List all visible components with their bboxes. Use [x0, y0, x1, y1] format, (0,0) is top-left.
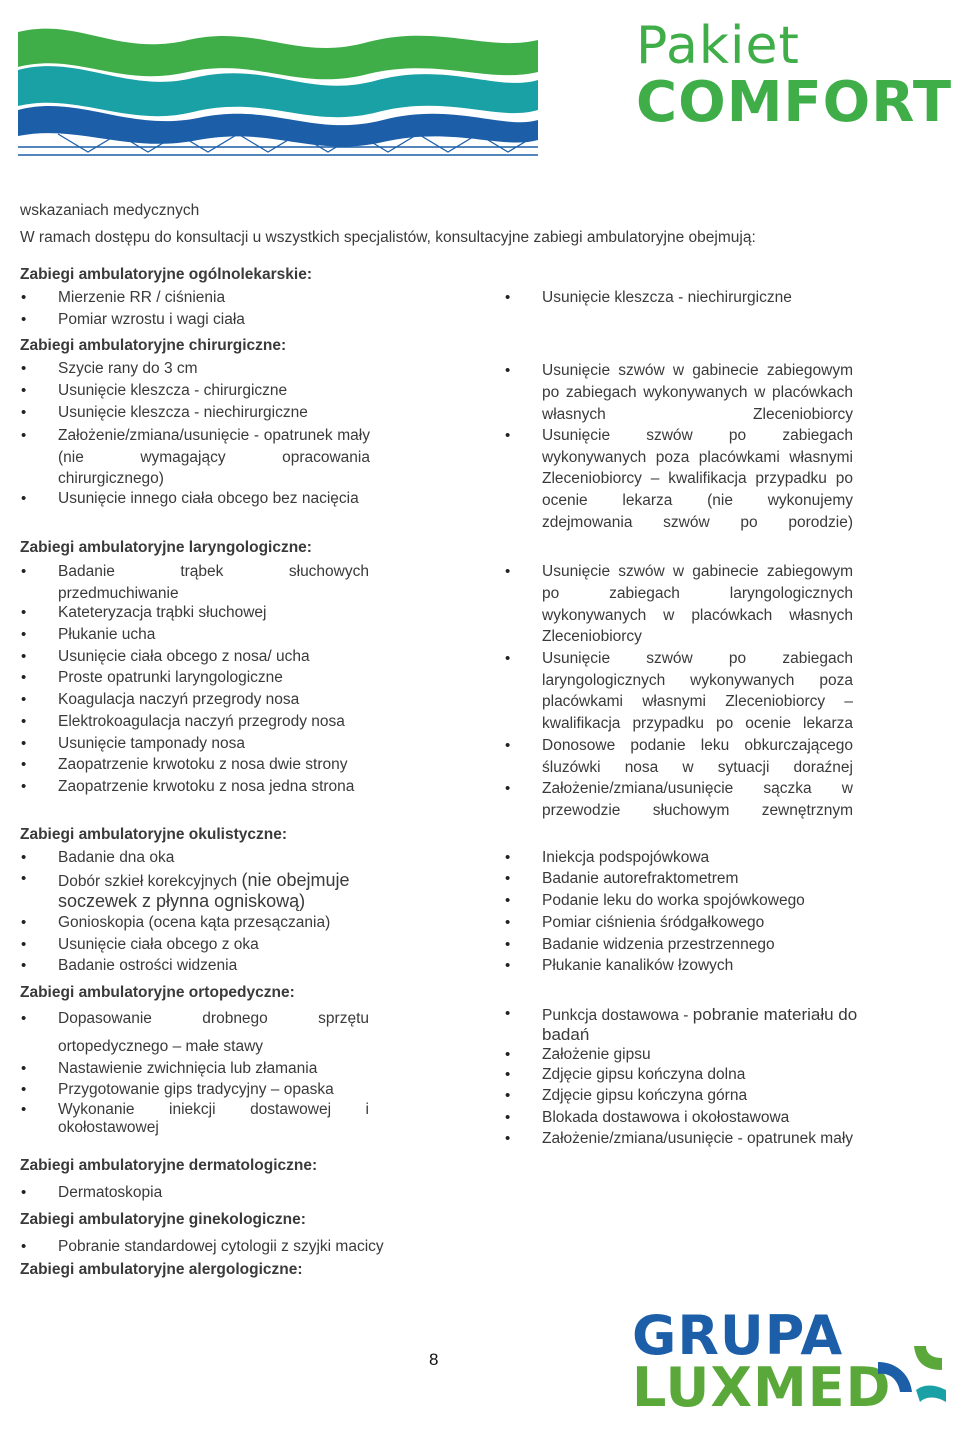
list-item: • Usunięcie ciała obcego z oka: [58, 936, 378, 954]
list-item: • Badanie dna oka: [58, 849, 378, 867]
list-item: • Usunięcie szwów w gabinecie zabiegowym po zabiegach laryngologicznych wykonywanych w placówkach własnych Zleceniobiorcy: [542, 561, 853, 648]
list-item: • Gonioskopia (ocena kąta przesączania): [58, 914, 378, 932]
list-item: • Nastawienie zwichnięcia lub złamania: [58, 1060, 378, 1078]
section-title-allergology: Zabiegi ambulatoryjne alergologiczne:: [20, 1261, 303, 1278]
list-item: • Donosowe podanie leku obkurczającego śluzówki nosa w sytuacji doraźnej: [542, 735, 853, 779]
list-item: • Założenie/zmiana/usunięcie - opatrunek mały: [542, 1130, 872, 1148]
list-item-continuation: okołostawowej: [58, 1119, 159, 1136]
list-item: • Mierzenie RR / ciśnienia: [58, 289, 378, 307]
intro-line2: W ramach dostępu do konsultacji u wszystkich specjalistów, konsultacyjne zabiegi ambulatoryjne obejmują:: [20, 229, 756, 246]
list-item: • Usunięcie szwów po zabiegach wykonywanych poza placówkami własnymi Zleceniobiorcy – kwalifikacja przypadku po ocenie lekarza (nie wykonujemy zdejmowania szwów po porodzie): [542, 425, 853, 534]
list-item: [58, 870, 378, 912]
footer-logo-line2: LUXMED: [632, 1356, 892, 1419]
page-number: 8: [429, 1350, 439, 1369]
list-item: • Proste opatrunki laryngologiczne: [58, 669, 378, 687]
list-item: • Zaopatrzenie krwotoku z nosa dwie strony: [58, 756, 378, 774]
list-item: • Zdjęcie gipsu kończyna dolna: [542, 1066, 862, 1084]
logo-line1: Pakiet: [636, 16, 800, 76]
section-title-orthopedic: Zabiegi ambulatoryjne ortopedyczne:: [20, 984, 295, 1001]
grupa-luxmed-logo: [632, 1304, 952, 1428]
list-item: • Przygotowanie gips tradycyjny – opaska: [58, 1081, 378, 1099]
footer-logo-line1: GRUPA: [632, 1304, 844, 1367]
list-item: • Podanie leku do worka spojówkowego: [542, 892, 862, 910]
cross-icon: [876, 1344, 952, 1416]
list-item: • Usunięcie szwów w gabinecie zabiegowym po zabiegach wykonywanych w placówkach własnych Zleceniobiorcy: [542, 360, 853, 425]
list-item: • Usunięcie innego ciała obcego bez nacięcia: [58, 490, 370, 508]
list-item: • Dopasowanie drobnego sprzętu: [58, 1010, 369, 1028]
list-item: • Koagulacja naczyń przegrody nosa: [58, 691, 378, 709]
list-item-continuation: ortopedycznego – małe stawy: [58, 1038, 264, 1055]
list-item: • Założenie/zmiana/usunięcie - opatrunek mały (nie wymagający opracowania chirurgicznego): [58, 425, 370, 490]
pakiet-comfort-logo: [636, 16, 953, 135]
list-item: • Pomiar ciśnienia śródgałkowego: [542, 914, 862, 932]
list-item-part: pobranie materiału do badań: [542, 1005, 858, 1044]
list-item: • Wykonanie iniekcji dostawowej i: [58, 1101, 369, 1119]
list-item: • Zaopatrzenie krwotoku z nosa jedna strona: [58, 778, 378, 796]
list-item: • Usunięcie kleszcza - niechirurgiczne: [58, 404, 370, 422]
list-item: • Usunięcie kleszcza - chirurgiczne: [58, 382, 370, 400]
list-item: • Usunięcie szwów po zabiegach laryngologicznych wykonywanych poza placówkami własnymi Zleceniobiorcy – kwalifikacja przypadku po ocenie lekarza: [542, 648, 853, 735]
section-title-laryngology: Zabiegi ambulatoryjne laryngologiczne:: [20, 539, 312, 556]
list-item: • Badanie ostrości widzenia: [58, 957, 378, 975]
list-item: • Płukanie kanalików łzowych: [542, 957, 862, 975]
list-item: • Płukanie ucha: [58, 626, 378, 644]
section-title-dermatology: Zabiegi ambulatoryjne dermatologiczne:: [20, 1157, 318, 1174]
logo-line2: COMFORT: [636, 70, 953, 135]
list-item: • Założenie gipsu: [542, 1046, 862, 1064]
list-item: • Zdjęcie gipsu kończyna górna: [542, 1087, 862, 1105]
list-item: [542, 1005, 862, 1045]
list-item: • Elektrokoagulacja naczyń przegrody nosa: [58, 713, 378, 731]
list-item: • Pomiar wzrostu i wagi ciała: [58, 311, 378, 329]
list-item: • Usunięcie kleszcza - niechirurgiczne: [542, 289, 862, 307]
list-item-part: Punkcja dostawowa -: [542, 1007, 689, 1024]
list-item: • Szycie rany do 3 cm: [58, 360, 370, 378]
list-item: • Dermatoskopia: [58, 1184, 378, 1202]
list-item: • Blokada dostawowa i okołostawowa: [542, 1109, 862, 1127]
section-title-general: Zabiegi ambulatoryjne ogólnolekarskie:: [20, 266, 312, 283]
list-item: • Usunięcie tamponady nosa: [58, 735, 378, 753]
wave-banner: [18, 22, 538, 162]
list-item-part: Dobór szkieł korekcyjnych: [58, 873, 238, 890]
list-item: • Badanie autorefraktometrem: [542, 870, 862, 888]
section-title-surgical: Zabiegi ambulatoryjne chirurgiczne:: [20, 337, 287, 354]
intro-line1: wskazaniach medycznych: [20, 202, 200, 219]
list-item: • Założenie/zmiana/usunięcie sączka w przewodzie słuchowym zewnętrznym: [542, 778, 853, 822]
list-item: • Usunięcie ciała obcego z nosa/ ucha: [58, 648, 378, 666]
list-item: • Badanie widzenia przestrzennego: [542, 936, 862, 954]
list-item: • Kateteryzacja trąbki słuchowej: [58, 604, 378, 622]
list-item: • Badanie trąbek słuchowych przedmuchiwanie: [58, 561, 369, 605]
section-title-ophthalmology: Zabiegi ambulatoryjne okulistyczne:: [20, 826, 288, 843]
list-item-part: (nie obejmuje soczewek z płynna ogniskową): [58, 870, 350, 911]
list-item: • Pobranie standardowej cytologii z szyjki macicy: [58, 1238, 418, 1256]
section-title-gynecology: Zabiegi ambulatoryjne ginekologiczne:: [20, 1211, 306, 1228]
list-item: • Iniekcja podspojówkowa: [542, 849, 862, 867]
